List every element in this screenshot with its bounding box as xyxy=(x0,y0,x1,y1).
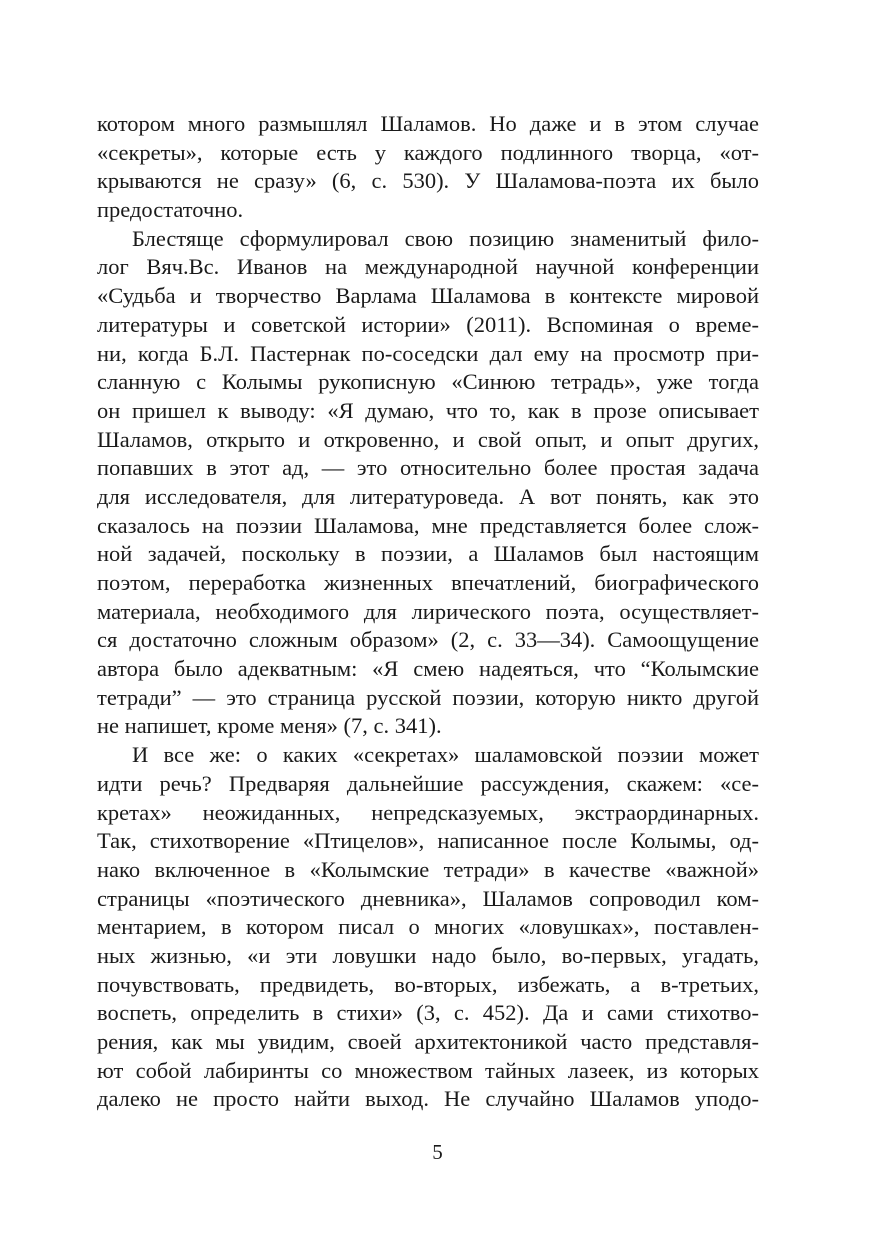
text-line: сказалось на поэзии Шаламова, мне представляется более слож- xyxy=(97,512,759,538)
text-line: попавших в этот ад, — это относительно более простая задача xyxy=(97,455,759,481)
text-line: тетради” — это страница русской поэзии, которую никто другой xyxy=(97,684,759,710)
text-line: материала, необходимого для лирического поэта, осуществляет- xyxy=(97,598,759,624)
text-line: не напишет, кроме меня» (7, с. 341). xyxy=(97,713,442,739)
text-line: рения, как мы увидим, своей архитектоникой часто представля- xyxy=(97,1029,759,1054)
text-line: почувствовать, предвидеть, во-вторых, избежать, а в-третьих, xyxy=(97,971,759,997)
page-body xyxy=(97,110,759,1114)
text-line: идти речь? Предваряя дальнейшие рассуждения, скажем: «се- xyxy=(97,770,759,796)
text-line: автора было адекватным: «Я смею надеяться, что “Колымские xyxy=(97,656,759,682)
paragraph-2 xyxy=(97,225,759,741)
text-line: далеко не просто найти выход. Не случайно Шаламов уподо- xyxy=(97,1086,759,1112)
text-line: ся достаточно сложным образом» (2, с. 33—34). Самоощущение xyxy=(97,627,759,653)
text-line: предостаточно. xyxy=(97,197,244,223)
text-line: сланную с Колымы рукописную «Синюю тетрадь», уже тогда xyxy=(97,369,759,395)
text-line: ных жизнью, «и эти ловушки надо было, во-первых, угадать, xyxy=(97,942,759,968)
paragraph-3 xyxy=(97,741,759,1114)
text-line: поэтом, переработка жизненных впечатлений, биографического xyxy=(97,570,759,595)
text-line: котором много размышлял Шаламов. Но даже и в этом случае xyxy=(97,111,759,136)
text-line: ни, когда Б.Л. Пастернак по-соседски дал ему на просмотр при- xyxy=(97,340,759,366)
text-line: нако включенное в «Колымские тетради» в качестве «важной» xyxy=(97,856,759,882)
text-line: ментарием, в котором писал о многих «ловушках», поставлен- xyxy=(97,914,759,940)
text-line: крываются не сразу» (6, с. 530). У Шаламова-поэта их было xyxy=(97,168,759,194)
paragraph-1 xyxy=(97,110,759,225)
text-line: И все же: о каких «секретах» шаламовской поэзии может xyxy=(132,742,759,768)
text-line: ют собой лабиринты со множеством тайных лазеек, из которых xyxy=(97,1057,759,1083)
page-number: 5 xyxy=(432,1140,443,1164)
text-line: «секреты», которые есть у каждого подлинного творца, «от- xyxy=(97,139,759,165)
text-line: ной задачей, поскольку в поэзии, а Шаламов был настоящим xyxy=(97,541,759,567)
text-line: кретах» неожиданных, непредсказуемых, экстраординарных. xyxy=(97,799,759,825)
text-line: «Судьба и творчество Варлама Шаламова в контексте мировой xyxy=(97,283,759,309)
text-line: для исследователя, для литературоведа. А вот понять, как это xyxy=(97,483,759,509)
text-line: страницы «поэтического дневника», Шаламов сопроводил ком- xyxy=(97,885,759,911)
text-line: воспеть, определить в стихи» (3, с. 452). Да и сами стихотво- xyxy=(97,1000,759,1026)
text-line: Так, стихотворение «Птицелов», написанное после Колымы, од- xyxy=(97,828,759,854)
text-line: Шаламов, открыто и откровенно, и свой опыт, и опыт других, xyxy=(97,426,759,452)
text-line: лог Вяч.Вс. Иванов на международной научной конференции xyxy=(97,254,759,280)
text-line: он пришел к выводу: «Я думаю, что то, как в прозе описывает xyxy=(97,397,759,423)
text-line: Блестяще сформулировал свою позицию знаменитый фило- xyxy=(132,225,759,251)
text-line: литературы и советской истории» (2011). Вспоминая о време- xyxy=(97,311,759,337)
